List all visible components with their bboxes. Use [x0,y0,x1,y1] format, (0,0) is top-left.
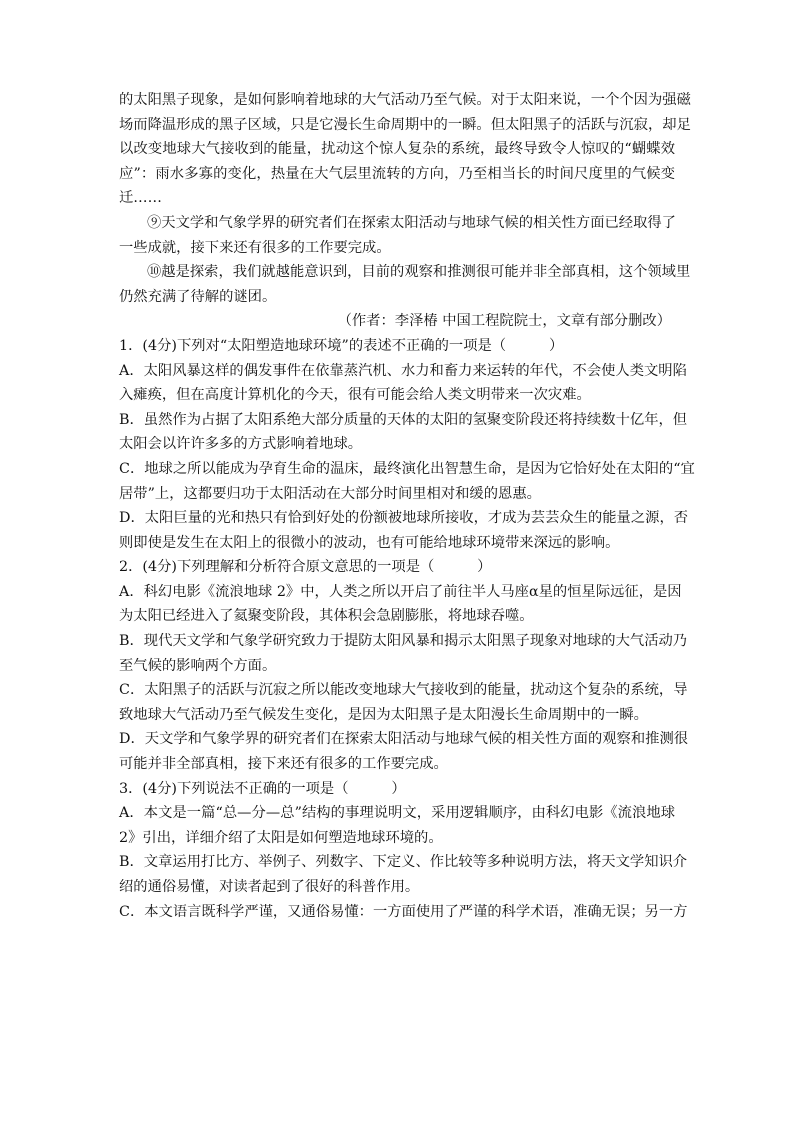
question-1 [119,334,695,555]
option-b: B．现代天文学和气象学研究致力于提防太阳风暴和揭示太阳黑子现象对地球的大气活动乃 [119,633,688,650]
option-a: A．太阳风暴这样的偶发事件在依靠蒸汽机、水力和畜力来运转的年代，不会使人类文明陷 [119,362,687,379]
option-a-cont: 2》引出，详细介绍了太阳是如何塑造地球环境的。 [119,829,443,846]
text-line: 的太阳黑子现象，是如何影响着地球的大气活动乃至气候。对于太阳来说，一个个因为强磁 [119,92,691,108]
option-c: C．地球之所以能成为孕育生命的温床，最终演化出智慧生命，是因为它恰好处在太阳的“宜 [119,460,695,477]
text-line: 迁…… [119,190,162,207]
question-3 [119,777,688,925]
option-b-cont: 太阳会以许许多多的方式影响着地球。 [119,436,363,453]
option-a-cont: 为太阳已经进入了氦聚变阶段，其体积会急剧膨胀，将地球吞噬。 [119,608,534,625]
author-credit: （作者：李泽椿 中国工程院院士，文章有部分删改） [337,313,671,330]
question-stem: 3．(4分)下列说法不正确的一项是（ ） [119,780,406,797]
paragraph-9 [119,211,675,260]
text-line: ⑨天文学和气象学界的研究者们在探索太阳活动与地球气候的相关性方面已经取得了 [147,214,676,231]
option-b-cont: 至气候的影响两个方面。 [119,657,277,674]
question-stem: 2．(4分)下列理解和分析符合原文意思的一项是（ ） [119,559,492,576]
option-c: C．太阳黑子的活跃与沉寂之所以能改变地球大气接收到的能量，扰动这个复杂的系统，导 [119,682,688,699]
option-a-cont: 入瘫痪，但在高度计算机化的今天，很有可能会给人类文明带来一次灾难。 [119,387,591,404]
text-line: 一些成就，接下来还有很多的工作要完成。 [119,239,391,256]
option-d-cont: 则即使是发生在太阳上的很微小的波动，也有可能给地球环境带来深远的影响。 [119,534,620,551]
option-d-cont: 可能并非全部真相，接下来还有很多的工作要完成。 [119,756,448,773]
option-c-cont: 居带”上，这都要归功于太阳活动在大部分时间里相对和缓的恩惠。 [119,485,541,502]
option-d: D．天文学和气象学界的研究者们在探索太阳活动与地球气候的相关性方面的观察和推测很 [119,731,689,748]
option-a: A．本文是一篇“总—分—总”结构的事理说明文，采用逻辑顺序，由科幻电影《流浪地球 [119,805,675,822]
text-line: 以改变地球大气接收到的能量，扰动这个惊人复杂的系统，最终导致令人惊叹的“蝴蝶效 [119,141,675,158]
paragraph-10 [119,260,691,309]
option-c: C．本文语言既科学严谨，又通俗易懂：一方面使用了严谨的科学术语，准确无误；另一方 [119,903,688,920]
option-b: B．文章运用打比方、举例子、列数字、下定义、作比较等多种说明方法，将天文学知识介 [119,854,688,871]
option-b-cont: 绍的通俗易懂，对读者起到了很好的科普作用。 [119,879,420,895]
option-b: B．虽然作为占据了太阳系绝大部分质量的天体的太阳的氢聚变阶段还将持续数十亿年，但 [119,411,688,428]
option-a: A．科幻电影《流浪地球 2》中，人类之所以开启了前往半人马座α星的恒星际远征，是因 [119,583,682,600]
option-d: D．太阳巨量的光和热只有恰到好处的份额被地球所接收，才成为芸芸众生的能量之源，否 [119,510,689,527]
document-page [119,88,695,924]
question-2 [119,555,689,776]
question-stem: 1．(4分)下列对“太阳塑造地球环境”的表述不正确的一项是（ ） [119,337,564,354]
text-line: 仍然充满了待解的谜团。 [119,288,277,305]
option-c-cont: 致地球大气活动乃至气候发生变化，是因为太阳黑子是太阳漫长生命周期中的一瞬。 [119,706,648,723]
paragraph-8 [119,88,691,211]
text-line: 场而降温形成的黑子区域，只是它漫长生命周期中的一瞬。但太阳黑子的活跃与沉寂，却足 [119,116,691,133]
text-line: 应”：雨水多寡的变化，热量在大气层里流转的方向，乃至相当长的时间尺度里的气候变 [119,165,675,182]
text-line: ⑩越是探索，我们就越能意识到，目前的观察和推测很可能并非全部真相，这个领域里 [147,264,691,281]
